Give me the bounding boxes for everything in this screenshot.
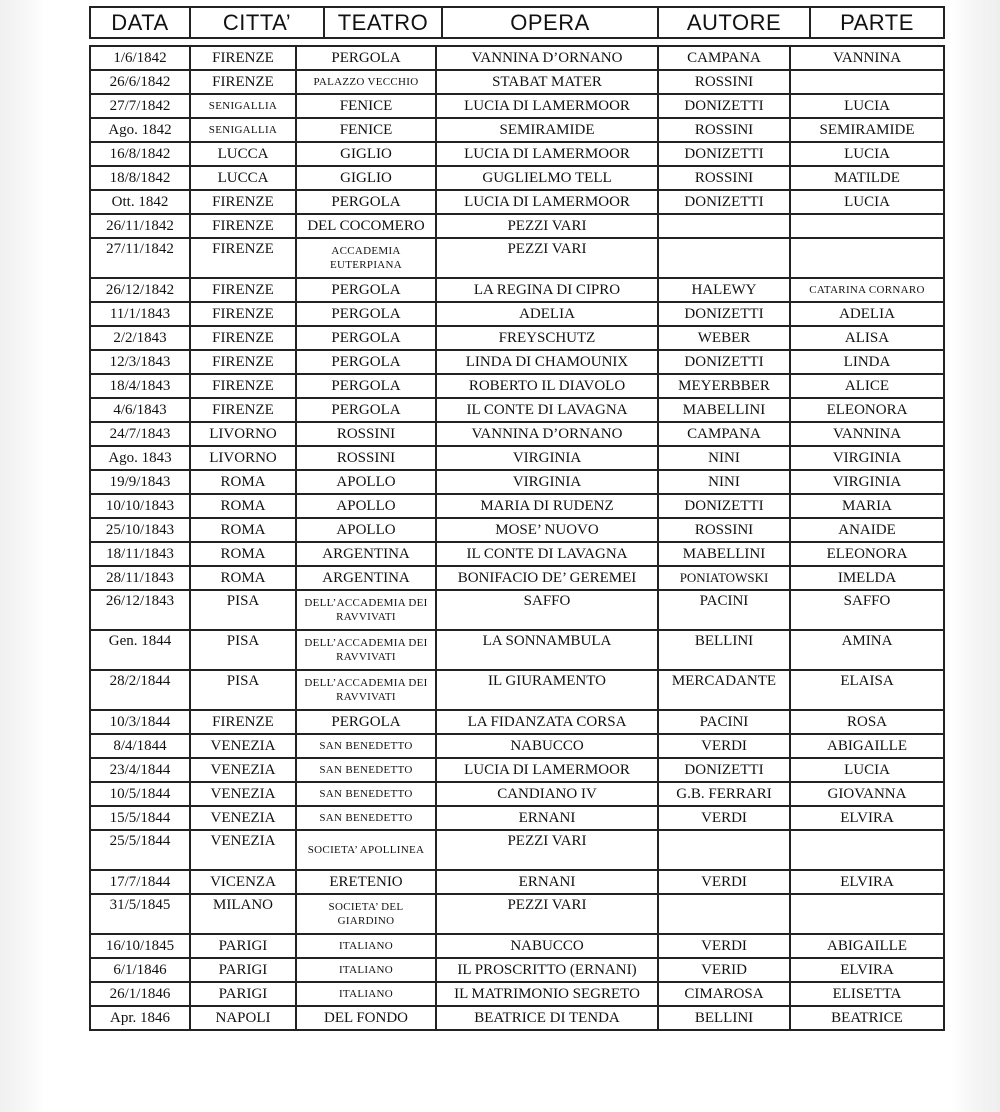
cell-opera: SEMIRAMIDE: [436, 118, 658, 142]
cell-teatro: DELL’ACCADEMIA DEI RAVVIVATI: [296, 590, 436, 630]
cell-parte: ALISA: [790, 326, 944, 350]
cell-parte: CATARINA CORNARO: [790, 278, 944, 302]
cell-opera: VIRGINIA: [436, 470, 658, 494]
table-row: [90, 422, 944, 446]
cell-parte: ANAIDE: [790, 518, 944, 542]
cell-citta: PISA: [190, 630, 296, 670]
cell-autore: CAMPANA: [658, 46, 790, 70]
cell-opera: LA SONNAMBULA: [436, 630, 658, 670]
cell-data: 26/11/1842: [90, 214, 190, 238]
cell-data: 11/1/1843: [90, 302, 190, 326]
cell-citta: LIVORNO: [190, 446, 296, 470]
cell-data: 17/7/1844: [90, 870, 190, 894]
cell-citta: VENEZIA: [190, 734, 296, 758]
cell-autore: CIMAROSA: [658, 982, 790, 1006]
table-row: [90, 238, 944, 278]
cell-opera: IL CONTE DI LAVAGNA: [436, 542, 658, 566]
cell-teatro: ITALIANO: [296, 982, 436, 1006]
cell-opera: LUCIA DI LAMERMOOR: [436, 94, 658, 118]
cell-data: 27/11/1842: [90, 238, 190, 278]
table-row: [90, 518, 944, 542]
cell-citta: FIRENZE: [190, 302, 296, 326]
table-row: [90, 630, 944, 670]
cell-teatro: PERGOLA: [296, 326, 436, 350]
cell-autore: VERDI: [658, 734, 790, 758]
cell-autore: WEBER: [658, 326, 790, 350]
cell-autore: NINI: [658, 446, 790, 470]
cell-teatro: PERGOLA: [296, 302, 436, 326]
cell-teatro: DEL COCOMERO: [296, 214, 436, 238]
cell-opera: LUCIA DI LAMERMOOR: [436, 758, 658, 782]
cell-teatro: SAN BENEDETTO: [296, 734, 436, 758]
cell-citta: MILANO: [190, 894, 296, 934]
cell-parte: SEMIRAMIDE: [790, 118, 944, 142]
column-header-data: DATA: [90, 7, 190, 38]
table-body: [90, 46, 944, 1030]
cell-teatro: PALAZZO VECCHIO: [296, 70, 436, 94]
cell-data: Ago. 1842: [90, 118, 190, 142]
cell-parte: [790, 830, 944, 870]
cell-autore: G.B. FERRARI: [658, 782, 790, 806]
cell-parte: VANNINA: [790, 422, 944, 446]
cell-citta: LIVORNO: [190, 422, 296, 446]
table-row: [90, 142, 944, 166]
cell-autore: DONIZETTI: [658, 94, 790, 118]
page-left-shadow: [0, 0, 44, 1112]
cell-parte: MARIA: [790, 494, 944, 518]
cell-citta: ROMA: [190, 518, 296, 542]
cell-autore: PACINI: [658, 710, 790, 734]
cell-opera: FREYSCHUTZ: [436, 326, 658, 350]
cell-parte: LINDA: [790, 350, 944, 374]
cell-citta: NAPOLI: [190, 1006, 296, 1030]
table-row: [90, 470, 944, 494]
cell-parte: LUCIA: [790, 94, 944, 118]
cell-opera: SAFFO: [436, 590, 658, 630]
cell-opera: IL CONTE DI LAVAGNA: [436, 398, 658, 422]
cell-teatro: APOLLO: [296, 518, 436, 542]
cell-opera: NABUCCO: [436, 734, 658, 758]
table-row: [90, 934, 944, 958]
cell-data: 27/7/1842: [90, 94, 190, 118]
cell-opera: STABAT MATER: [436, 70, 658, 94]
cell-data: 26/12/1842: [90, 278, 190, 302]
cell-parte: ELISETTA: [790, 982, 944, 1006]
cell-teatro: ARGENTINA: [296, 566, 436, 590]
cell-autore: DONIZETTI: [658, 350, 790, 374]
cell-opera: LUCIA DI LAMERMOOR: [436, 142, 658, 166]
cell-teatro: PERGOLA: [296, 374, 436, 398]
cell-citta: LUCCA: [190, 142, 296, 166]
cell-parte: ELEONORA: [790, 542, 944, 566]
cell-parte: ADELIA: [790, 302, 944, 326]
column-header-autore: AUTORE: [658, 7, 810, 38]
cell-opera: MOSE’ NUOVO: [436, 518, 658, 542]
cell-autore: VERID: [658, 958, 790, 982]
cell-teatro: SAN BENEDETTO: [296, 782, 436, 806]
cell-autore: DONIZETTI: [658, 494, 790, 518]
cell-citta: FIRENZE: [190, 710, 296, 734]
cell-autore: ROSSINI: [658, 166, 790, 190]
cell-parte: ELVIRA: [790, 806, 944, 830]
cell-teatro: DELL’ACCADEMIA DEI RAVVIVATI: [296, 630, 436, 670]
table-row: [90, 710, 944, 734]
cell-citta: FIRENZE: [190, 374, 296, 398]
table-row: [90, 870, 944, 894]
cell-autore: CAMPANA: [658, 422, 790, 446]
cell-data: 4/6/1843: [90, 398, 190, 422]
table-row: [90, 350, 944, 374]
cell-citta: FIRENZE: [190, 398, 296, 422]
cell-parte: [790, 214, 944, 238]
cell-parte: AMINA: [790, 630, 944, 670]
table-row: [90, 46, 944, 70]
cell-teatro: DEL FONDO: [296, 1006, 436, 1030]
cell-citta: VICENZA: [190, 870, 296, 894]
cell-citta: PISA: [190, 590, 296, 630]
cell-autore: MERCADANTE: [658, 670, 790, 710]
cell-autore: [658, 238, 790, 278]
table-row: [90, 758, 944, 782]
cell-citta: VENEZIA: [190, 782, 296, 806]
cell-opera: PEZZI VARI: [436, 238, 658, 278]
cell-autore: ROSSINI: [658, 70, 790, 94]
cell-data: 28/11/1843: [90, 566, 190, 590]
cell-teatro: ARGENTINA: [296, 542, 436, 566]
cell-data: 2/2/1843: [90, 326, 190, 350]
cell-data: 10/5/1844: [90, 782, 190, 806]
cell-citta: LUCCA: [190, 166, 296, 190]
cell-parte: IMELDA: [790, 566, 944, 590]
cell-data: 31/5/1845: [90, 894, 190, 934]
cell-data: 26/1/1846: [90, 982, 190, 1006]
header-table: [89, 6, 945, 39]
cell-data: 25/5/1844: [90, 830, 190, 870]
table-row: [90, 894, 944, 934]
cell-autore: [658, 214, 790, 238]
cell-opera: BEATRICE DI TENDA: [436, 1006, 658, 1030]
cell-teatro: GIGLIO: [296, 142, 436, 166]
cell-teatro: SAN BENEDETTO: [296, 806, 436, 830]
cell-data: 15/5/1844: [90, 806, 190, 830]
cell-autore: NINI: [658, 470, 790, 494]
header-row: [90, 7, 944, 38]
cell-citta: VENEZIA: [190, 758, 296, 782]
cell-autore: [658, 894, 790, 934]
table-row: [90, 830, 944, 870]
table-row: [90, 446, 944, 470]
cell-data: 24/7/1843: [90, 422, 190, 446]
cell-citta: FIRENZE: [190, 190, 296, 214]
cell-citta: SENIGALLIA: [190, 94, 296, 118]
cell-opera: VIRGINIA: [436, 446, 658, 470]
cell-citta: FIRENZE: [190, 214, 296, 238]
cell-citta: VENEZIA: [190, 806, 296, 830]
cell-autore: MABELLINI: [658, 398, 790, 422]
cell-autore: MABELLINI: [658, 542, 790, 566]
cell-data: Ago. 1843: [90, 446, 190, 470]
cell-opera: IL GIURAMENTO: [436, 670, 658, 710]
table-row: [90, 782, 944, 806]
cell-data: 16/10/1845: [90, 934, 190, 958]
cell-teatro: APOLLO: [296, 470, 436, 494]
table-row: [90, 982, 944, 1006]
cell-teatro: ERETENIO: [296, 870, 436, 894]
cell-teatro: SOCIETA’ APOLLINEA: [296, 830, 436, 870]
cell-teatro: ITALIANO: [296, 958, 436, 982]
cell-opera: VANNINA D’ORNANO: [436, 422, 658, 446]
cell-parte: ABIGAILLE: [790, 734, 944, 758]
cell-autore: [658, 830, 790, 870]
cell-parte: VANNINA: [790, 46, 944, 70]
cell-opera: LA FIDANZATA CORSA: [436, 710, 658, 734]
cell-opera: VANNINA D’ORNANO: [436, 46, 658, 70]
column-header-parte: PARTE: [810, 7, 944, 38]
cell-parte: SAFFO: [790, 590, 944, 630]
cell-data: 19/9/1843: [90, 470, 190, 494]
cell-autore: DONIZETTI: [658, 190, 790, 214]
cell-citta: FIRENZE: [190, 278, 296, 302]
cell-data: 18/4/1843: [90, 374, 190, 398]
cell-opera: LUCIA DI LAMERMOOR: [436, 190, 658, 214]
cell-parte: [790, 238, 944, 278]
cell-opera: ERNANI: [436, 806, 658, 830]
table-row: [90, 958, 944, 982]
cell-parte: GIOVANNA: [790, 782, 944, 806]
cell-data: 18/11/1843: [90, 542, 190, 566]
cell-opera: ERNANI: [436, 870, 658, 894]
cell-teatro: PERGOLA: [296, 46, 436, 70]
cell-citta: ROMA: [190, 494, 296, 518]
cell-autore: ROSSINI: [658, 518, 790, 542]
cell-citta: FIRENZE: [190, 46, 296, 70]
cell-citta: PARIGI: [190, 982, 296, 1006]
cell-opera: GUGLIELMO TELL: [436, 166, 658, 190]
cell-parte: LUCIA: [790, 190, 944, 214]
cell-teatro: ROSSINI: [296, 422, 436, 446]
cell-opera: LINDA DI CHAMOUNIX: [436, 350, 658, 374]
cell-citta: PISA: [190, 670, 296, 710]
cell-opera: NABUCCO: [436, 934, 658, 958]
cell-data: Gen. 1844: [90, 630, 190, 670]
cell-data: 10/10/1843: [90, 494, 190, 518]
cell-teatro: PERGOLA: [296, 278, 436, 302]
cell-citta: PARIGI: [190, 958, 296, 982]
cell-opera: LA REGINA DI CIPRO: [436, 278, 658, 302]
cell-parte: BEATRICE: [790, 1006, 944, 1030]
table-row: [90, 566, 944, 590]
cell-opera: BONIFACIO DE’ GEREMEI: [436, 566, 658, 590]
cell-autore: DONIZETTI: [658, 758, 790, 782]
cell-teatro: PERGOLA: [296, 190, 436, 214]
column-header-citta: CITTA’: [190, 7, 324, 38]
table-row: [90, 302, 944, 326]
cell-autore: MEYERBBER: [658, 374, 790, 398]
cell-citta: ROMA: [190, 470, 296, 494]
cell-citta: VENEZIA: [190, 830, 296, 870]
column-header-opera: OPERA: [442, 7, 658, 38]
cell-teatro: ROSSINI: [296, 446, 436, 470]
cell-parte: MATILDE: [790, 166, 944, 190]
cell-teatro: GIGLIO: [296, 166, 436, 190]
cell-data: 26/12/1843: [90, 590, 190, 630]
cell-autore: VERDI: [658, 870, 790, 894]
table-row: [90, 398, 944, 422]
table-row: [90, 374, 944, 398]
cell-data: 6/1/1846: [90, 958, 190, 982]
cell-parte: ELVIRA: [790, 870, 944, 894]
cell-teatro: ACCADEMIA EUTERPIANA: [296, 238, 436, 278]
cell-citta: FIRENZE: [190, 350, 296, 374]
cell-teatro: APOLLO: [296, 494, 436, 518]
cell-autore: PACINI: [658, 590, 790, 630]
table-row: [90, 278, 944, 302]
cell-opera: PEZZI VARI: [436, 214, 658, 238]
table-row: [90, 214, 944, 238]
cell-opera: ADELIA: [436, 302, 658, 326]
page-right-shadow: [952, 0, 1000, 1112]
cell-teatro: PERGOLA: [296, 710, 436, 734]
cell-autore: HALEWY: [658, 278, 790, 302]
cell-teatro: ITALIANO: [296, 934, 436, 958]
cell-parte: LUCIA: [790, 142, 944, 166]
cell-data: 8/4/1844: [90, 734, 190, 758]
cell-autore: VERDI: [658, 806, 790, 830]
table-row: [90, 190, 944, 214]
table-row: [90, 1006, 944, 1030]
cell-parte: ALICE: [790, 374, 944, 398]
cell-opera: IL PROSCRITTO (ERNANI): [436, 958, 658, 982]
cell-data: 18/8/1842: [90, 166, 190, 190]
cell-teatro: PERGOLA: [296, 398, 436, 422]
cell-data: 1/6/1842: [90, 46, 190, 70]
cell-parte: VIRGINIA: [790, 470, 944, 494]
cell-teatro: SAN BENEDETTO: [296, 758, 436, 782]
cell-teatro: PERGOLA: [296, 350, 436, 374]
cell-data: 12/3/1843: [90, 350, 190, 374]
cell-data: Ott. 1842: [90, 190, 190, 214]
cell-autore: DONIZETTI: [658, 142, 790, 166]
cell-autore: ROSSINI: [658, 118, 790, 142]
cell-citta: SENIGALLIA: [190, 118, 296, 142]
cell-parte: ELEONORA: [790, 398, 944, 422]
performances-table: [89, 45, 945, 1031]
table-row: [90, 734, 944, 758]
cell-citta: FIRENZE: [190, 326, 296, 350]
cell-teatro: FENICE: [296, 118, 436, 142]
cell-opera: CANDIANO IV: [436, 782, 658, 806]
table-row: [90, 494, 944, 518]
table-row: [90, 590, 944, 630]
table-row: [90, 166, 944, 190]
cell-parte: ROSA: [790, 710, 944, 734]
cell-opera: MARIA DI RUDENZ: [436, 494, 658, 518]
cell-citta: PARIGI: [190, 934, 296, 958]
cell-autore: DONIZETTI: [658, 302, 790, 326]
cell-citta: FIRENZE: [190, 238, 296, 278]
cell-teatro: DELL’ACCADEMIA DEI RAVVIVATI: [296, 670, 436, 710]
cell-citta: ROMA: [190, 566, 296, 590]
cell-autore: BELLINI: [658, 1006, 790, 1030]
cell-data: 26/6/1842: [90, 70, 190, 94]
table-row: [90, 70, 944, 94]
cell-parte: ELAISA: [790, 670, 944, 710]
cell-opera: PEZZI VARI: [436, 830, 658, 870]
cell-data: 23/4/1844: [90, 758, 190, 782]
cell-parte: [790, 70, 944, 94]
cell-data: 10/3/1844: [90, 710, 190, 734]
cell-data: 25/10/1843: [90, 518, 190, 542]
cell-parte: ELVIRA: [790, 958, 944, 982]
cell-data: 16/8/1842: [90, 142, 190, 166]
column-header-teatro: TEATRO: [324, 7, 442, 38]
cell-citta: FIRENZE: [190, 70, 296, 94]
cell-parte: ABIGAILLE: [790, 934, 944, 958]
cell-teatro: SOCIETA’ DEL GIARDINO: [296, 894, 436, 934]
cell-parte: LUCIA: [790, 758, 944, 782]
cell-autore: PONIATOWSKI: [658, 566, 790, 590]
cell-opera: IL MATRIMONIO SEGRETO: [436, 982, 658, 1006]
cell-autore: VERDI: [658, 934, 790, 958]
table-row: [90, 326, 944, 350]
cell-opera: PEZZI VARI: [436, 894, 658, 934]
cell-data: Apr. 1846: [90, 1006, 190, 1030]
table-row: [90, 806, 944, 830]
table-row: [90, 542, 944, 566]
cell-teatro: FENICE: [296, 94, 436, 118]
cell-autore: BELLINI: [658, 630, 790, 670]
cell-parte: [790, 894, 944, 934]
cell-data: 28/2/1844: [90, 670, 190, 710]
table-row: [90, 94, 944, 118]
cell-parte: VIRGINIA: [790, 446, 944, 470]
table-row: [90, 670, 944, 710]
table-row: [90, 118, 944, 142]
cell-opera: ROBERTO IL DIAVOLO: [436, 374, 658, 398]
cell-citta: ROMA: [190, 542, 296, 566]
